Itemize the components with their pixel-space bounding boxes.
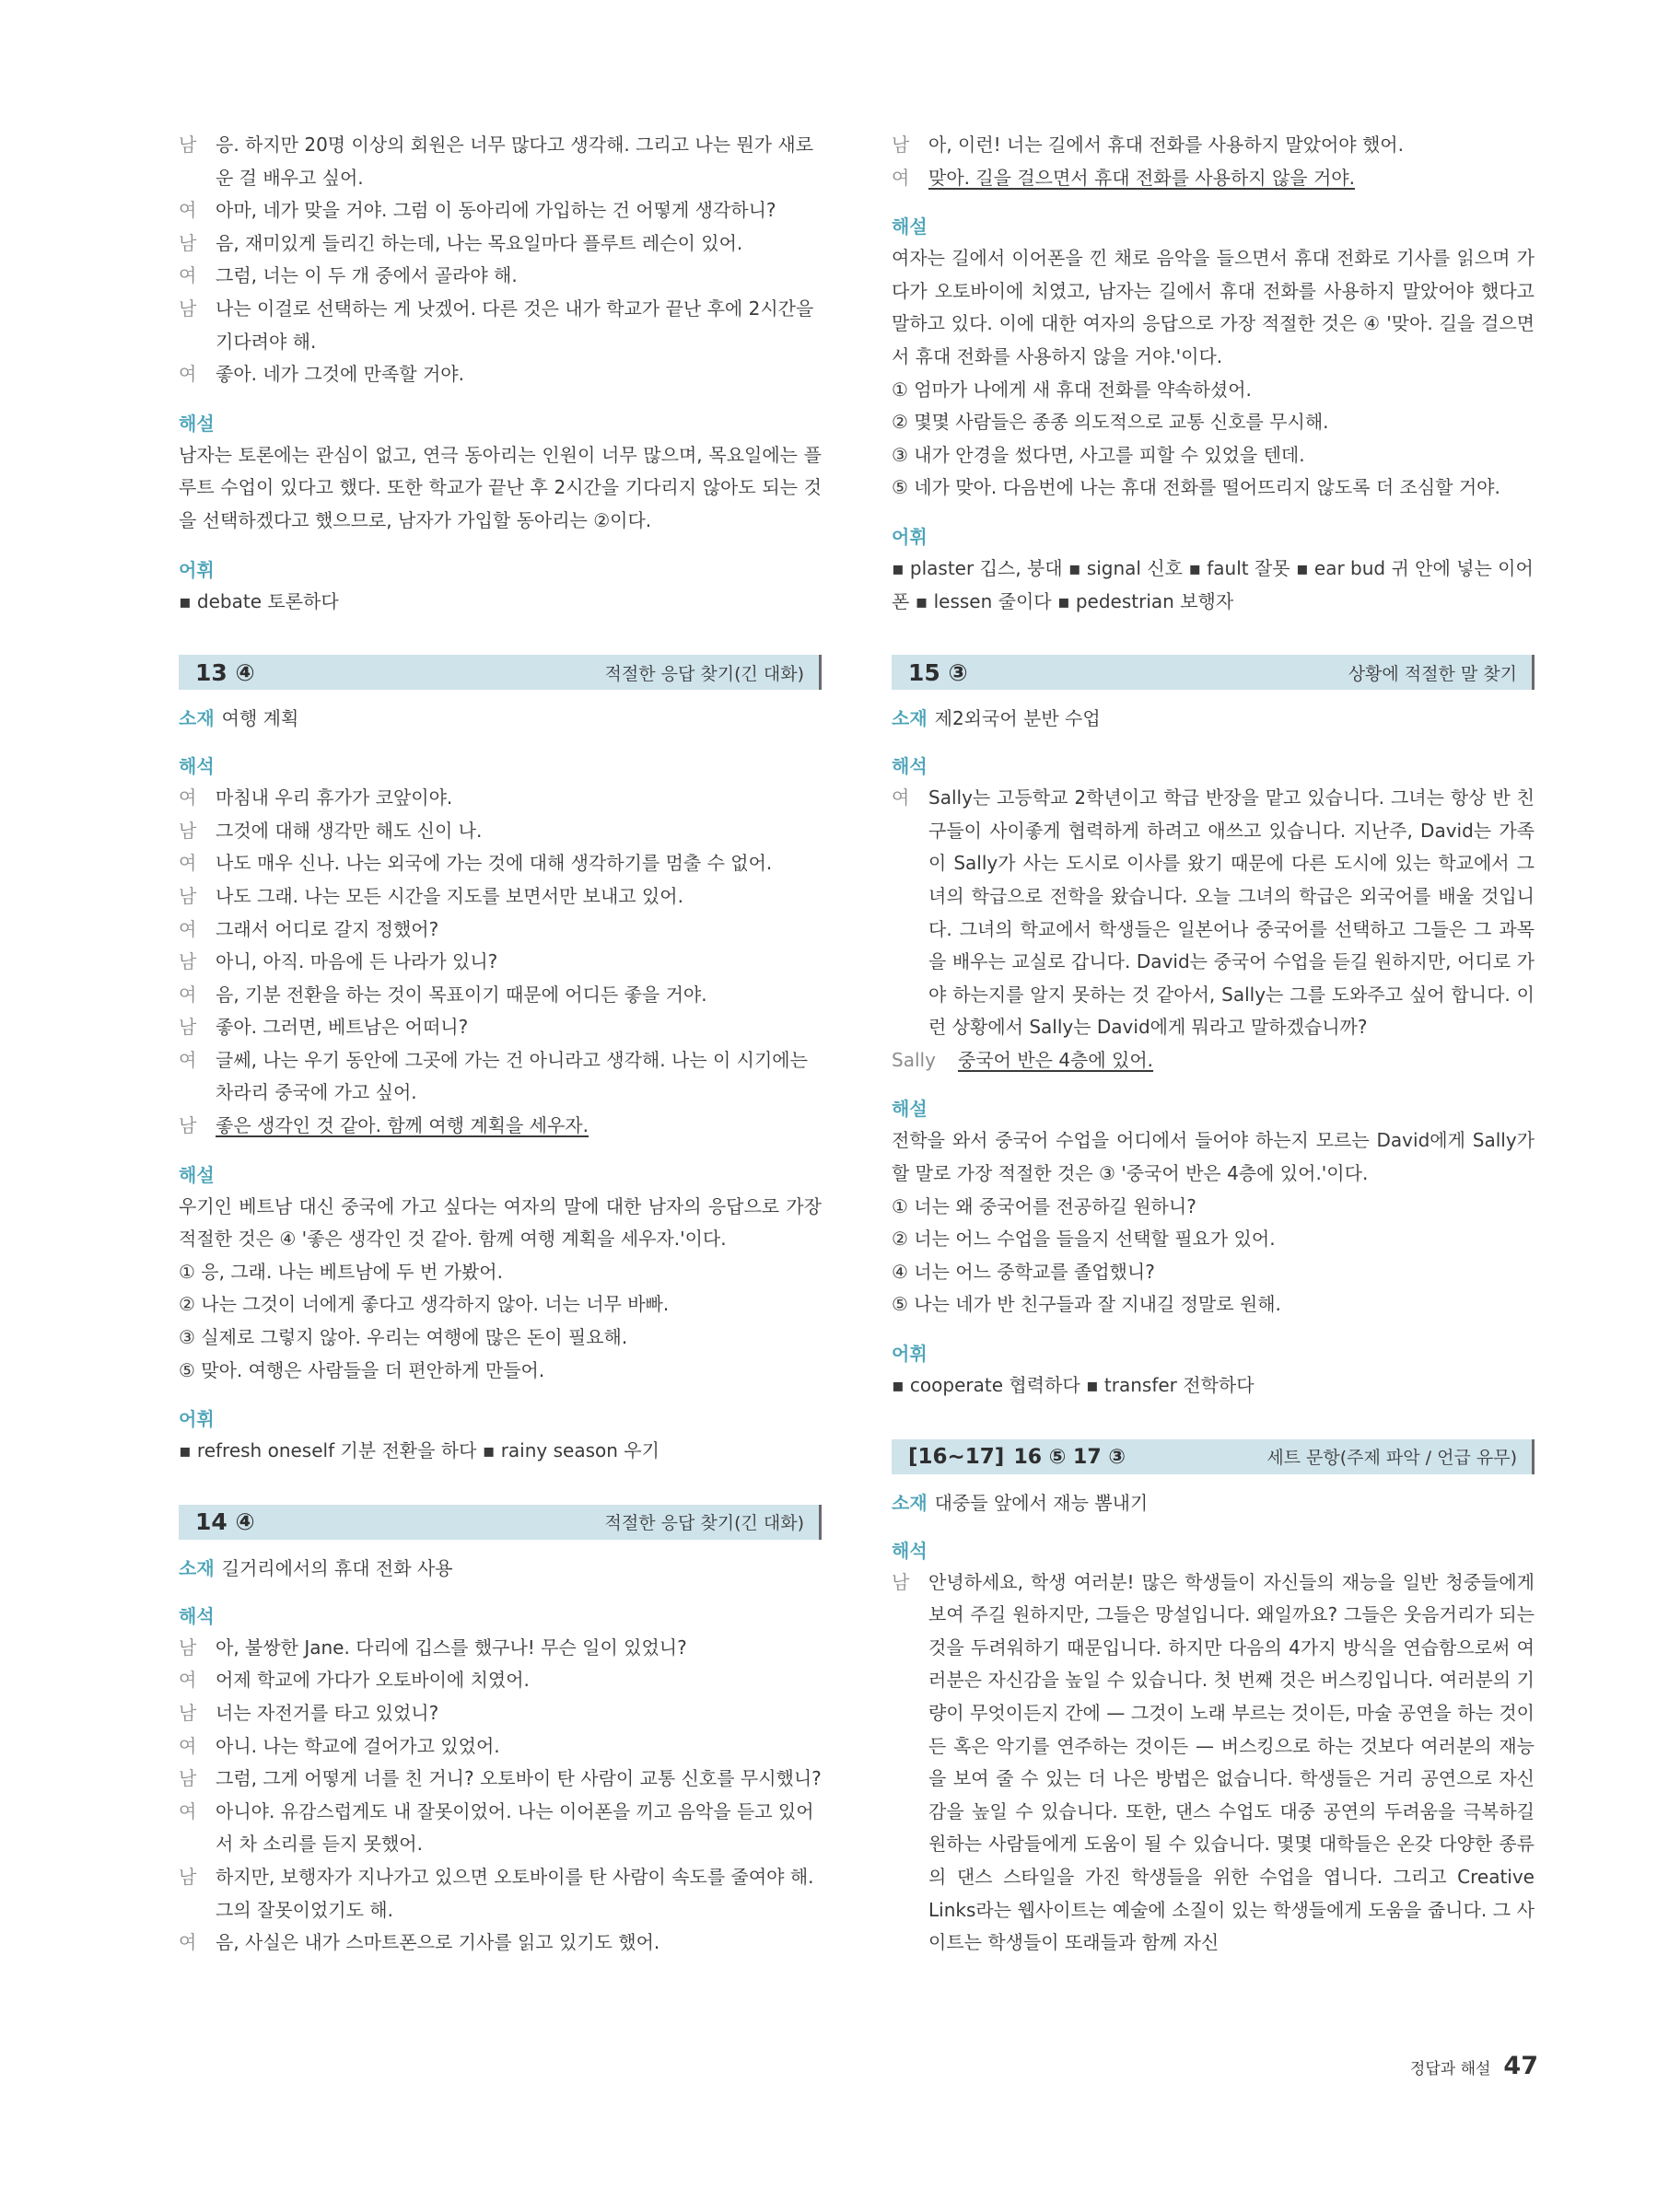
dialogue-text: 응. 하지만 20명 이상의 회원은 너무 많다고 생각해. 그리고 나는 뭔가 새로운 걸 배우고 싶어. [216, 134, 814, 189]
topic-line [892, 1487, 1535, 1519]
section-label: 어휘 [892, 525, 928, 548]
q12-dialogue [179, 129, 822, 391]
dialogue-line [179, 979, 822, 1012]
speaker: 남 [179, 134, 197, 156]
dialogue-line [179, 1697, 822, 1730]
dialogue-line [179, 815, 822, 848]
section-label: 해석 [179, 1604, 215, 1627]
topic-text: 여행 계획 [221, 707, 299, 730]
section-label: 해설 [179, 1163, 215, 1186]
dialogue-text: 음, 사실은 내가 스마트폰으로 기사를 읽고 있기도 했어. [216, 1931, 660, 1954]
dialogue-text: 나는 이걸로 선택하는 게 낫겠어. 다른 것은 내가 학교가 끝난 후에 2시간을 기다려야 해. [216, 297, 814, 353]
option-item: ③ 실제로 그렇지 않아. 우리는 여행에 많은 돈이 필요해. [179, 1326, 628, 1349]
dialogue-line [179, 1796, 822, 1861]
dialogue-text: 아마, 네가 맞을 거야. 그럼 이 동아리에 가입하는 건 어떻게 생각하니? [216, 199, 776, 222]
dialogue-text: 마침내 우리 휴가가 코앞이야. [216, 786, 453, 809]
speaker: 여 [179, 1669, 197, 1692]
dialogue-text: 아니, 아직. 마음에 든 나라가 있니? [216, 950, 498, 973]
speaker: 남 [179, 1865, 197, 1888]
set-range: [16~17] [908, 1444, 1005, 1469]
answer-text: 좋은 생각인 것 같아. 함께 여행 계획을 세우자. [216, 1114, 589, 1137]
question-type: 세트 문항(주제 파악 / 언급 유무) [1266, 1448, 1517, 1469]
speaker: 여 [179, 917, 197, 940]
speaker: 남 [179, 1114, 197, 1137]
vocabulary-text: ▪ debate 토론하다 [179, 589, 339, 612]
question-header-16-17 [892, 1439, 1535, 1474]
dialogue-text: 글쎄, 나는 우기 동안에 그곳에 가는 건 아니라고 생각해. 나는 이 시기에는 차라리 중국에 가고 싶어. [216, 1048, 808, 1104]
q15-options [892, 1191, 1535, 1321]
dialogue-line [892, 129, 1535, 162]
explanation-text: 전학을 와서 중국어 수업을 어디에서 들어야 하는지 모르는 David에게 Sally가 할 말로 가장 적절한 것은 ③ '중국어 반은 4층에 있어.'이다. [892, 1129, 1535, 1185]
option-item: ⑤ 네가 맞아. 다음번에 나는 휴대 전화를 떨어뜨리지 않도록 더 조심할 거야. [892, 476, 1500, 499]
question-number: 14 ④ [195, 1508, 255, 1536]
footer-label: 정답과 해설 [1409, 2060, 1491, 2078]
q13-options [179, 1256, 822, 1387]
speaker: 여 [179, 1931, 197, 1954]
dialogue-text: 어제 학교에 가다가 오토바이에 치였어. [216, 1669, 530, 1692]
q14-dialogue-continued [892, 129, 1535, 162]
answer-text: 중국어 반은 4층에 있어. [958, 1048, 1154, 1071]
dialogue-text: 나도 매우 신나. 나는 외국에 가는 것에 대해 생각하기를 멈출 수 없어. [216, 852, 773, 875]
narration-text: Sally는 고등학교 2학년이고 학급 반장을 맡고 있습니다. 그녀는 항상 반 친구들이 사이좋게 협력하게 하려고 애쓰고 있습니다. 지난주, David는 가족이 Sally가 사는 도시로 이사를 왔기 때문에 다른 도시에 있는 학교에서 그녀의 학급으로 전학을 왔습니다. 오늘 그녀의 학급은 외국어를 배울 것입니다. 그녀의 학교에서 학생들은 일본어나 중국어를 선택하고 그들은 그 과목을 배우는 교실로 갑니다. David는 중국어 수업을 듣길 원하지만, 어디로 가야 하는지를 알지 못하는 것 같아서, Sally는 그를 도와주고 싶어 합니다. 이런 상황에서 Sally는 David에게 뭐라고 말하겠습니까? [928, 786, 1535, 1039]
dialogue-line [179, 227, 822, 261]
dialogue-text: 너는 자전거를 타고 있었니? [216, 1702, 439, 1724]
dialogue-line [179, 914, 822, 947]
set-numbers [908, 1445, 1126, 1469]
section-label: 해설 [892, 215, 928, 239]
speaker: 남 [892, 134, 910, 156]
dialogue-line [179, 1763, 822, 1796]
vocabulary-text: ▪ refresh oneself 기분 전환을 하다 ▪ rainy season 우기 [179, 1439, 659, 1462]
set-answers: 16 ⑤ 17 ③ [1013, 1445, 1126, 1469]
speaker: 남 [179, 819, 197, 842]
dialogue-text: 아, 이런! 너는 길에서 휴대 전화를 사용하지 말았어야 했어. [928, 134, 1404, 156]
section-label: 어휘 [892, 1343, 928, 1366]
speaker: 여 [179, 983, 197, 1006]
speaker: 남 [179, 884, 197, 907]
explanation-text: 여자는 길에서 이어폰을 낀 채로 음악을 들으면서 휴대 전화로 기사를 읽으며 가다가 오토바이에 치였고, 남자는 길에서 휴대 전화를 사용하지 말았어야 했다고 말하고 있다. 이에 대한 여자의 응답으로 가장 적절한 것은 ④ '맞아. 길을 걸으면서 휴대 전화를 사용하지 않을 거야.'이다. [892, 247, 1535, 367]
dialogue-text: 아니. 나는 학교에 걸어가고 있었어. [216, 1734, 500, 1757]
dialogue-line [179, 293, 822, 358]
option-item: ① 응, 그래. 나는 베트남에 두 번 가봤어. [179, 1260, 503, 1283]
dialogue-text: 그래서 어디로 갈지 정했어? [216, 917, 439, 940]
question-header-13 [179, 655, 822, 690]
speaker: 여 [179, 786, 197, 809]
speaker: 여 [892, 166, 910, 189]
dialogue-line [179, 358, 822, 391]
topic-line [892, 703, 1535, 734]
speaker: 여 [179, 1734, 197, 1757]
topic-line [179, 703, 822, 734]
q13-dialogue [179, 782, 822, 1110]
topic-text: 제2외국어 분반 수업 [934, 707, 1101, 730]
dialogue-line [179, 1011, 822, 1044]
section-label: 해설 [179, 412, 215, 435]
speaker: 남 [179, 1016, 197, 1039]
speaker: 여 [179, 1799, 197, 1822]
dialogue-text: 그것에 대해 생각만 해도 신이 나. [216, 819, 483, 842]
dialogue-text: 그럼, 그게 어떻게 너를 친 거니? 오토바이 탄 사람이 교통 신호를 무시했니? [216, 1767, 822, 1790]
q14-dialogue [179, 1632, 822, 1960]
left-column [179, 129, 822, 1960]
question-number: 13 ④ [195, 658, 255, 686]
speaker: 여 [179, 199, 197, 222]
page-number: 47 [1503, 2052, 1538, 2080]
question-type: 적절한 응답 찾기(긴 대화) [604, 1513, 804, 1534]
dialogue-text: 음, 재미있게 들리긴 하는데, 나는 목요일마다 플루트 레슨이 있어. [216, 231, 743, 254]
right-column [892, 129, 1535, 1960]
question-header-14 [179, 1505, 822, 1540]
topic-line [179, 1553, 822, 1584]
section-label: 해석 [892, 1539, 928, 1562]
q14-answer-line [892, 162, 1535, 195]
answer-text: 맞아. 길을 걸으면서 휴대 전화를 사용하지 않을 거야. [928, 166, 1355, 189]
option-item: ② 나는 그것이 너에게 좋다고 생각하지 않아. 너는 너무 바빠. [179, 1293, 670, 1316]
option-item: ① 엄마가 나에게 새 휴대 전화를 약속하셨어. [892, 378, 1252, 401]
dialogue-text: 음, 기분 전환을 하는 것이 목표이기 때문에 어디든 좋을 거야. [216, 983, 707, 1006]
dialogue-line [179, 847, 822, 880]
topic-label: 소재 [892, 1491, 928, 1514]
speaker: 남 [179, 231, 197, 254]
vocabulary-text: ▪ cooperate 협력하다 ▪ transfer 전학하다 [892, 1374, 1255, 1397]
speaker: 남 [179, 297, 197, 320]
dialogue-text: 나도 그래. 나는 모든 시간을 지도를 보면서만 보내고 있어. [216, 884, 683, 907]
topic-text: 대중들 앞에서 재능 뽐내기 [934, 1491, 1149, 1514]
section-label: 해석 [179, 755, 215, 778]
dialogue-line [179, 260, 822, 293]
question-header-15 [892, 655, 1535, 690]
topic-label: 소재 [179, 707, 215, 730]
dialogue-line [179, 946, 822, 979]
explanation-text: 우기인 베트남 대신 중국에 가고 싶다는 여자의 말에 대한 남자의 응답으로 가장 적절한 것은 ④ '좋은 생각인 것 같아. 함께 여행 계획을 세우자.'이다. [179, 1194, 822, 1251]
speaker: 남 [179, 950, 197, 973]
speaker: 남 [179, 1636, 197, 1659]
dialogue-text: 하지만, 보행자가 지나가고 있으면 오토바이를 탄 사람이 속도를 줄여야 해. 그의 잘못이었기도 해. [216, 1865, 814, 1921]
q15-narration [892, 782, 1535, 1077]
dialogue-line [179, 1730, 822, 1764]
topic-label: 소재 [892, 707, 928, 730]
option-item: ④ 너는 어느 중학교를 졸업했니? [892, 1260, 1155, 1283]
section-label: 어휘 [179, 1408, 215, 1431]
speaker: 여 [892, 786, 910, 809]
option-item: ⑤ 맞아. 여행은 사람들을 더 편안하게 만들어. [179, 1358, 545, 1381]
q16-17-narration [892, 1566, 1535, 1960]
question-type: 상황에 적절한 말 찾기 [1348, 663, 1517, 684]
speaker: 여 [179, 852, 197, 875]
section-label: 어휘 [179, 558, 215, 581]
speaker: 남 [179, 1767, 197, 1790]
q14-options [892, 374, 1535, 505]
option-item: ② 몇몇 사람들은 종종 의도적으로 교통 신호를 무시해. [892, 411, 1329, 434]
vocabulary-text: ▪ plaster 깁스, 붕대 ▪ signal 신호 ▪ fault 잘못 ▪ ear bud 귀 안에 넣는 이어폰 ▪ lessen 줄이다 ▪ pedestrian 보행자 [892, 556, 1534, 612]
topic-label: 소재 [179, 1556, 215, 1579]
speaker: 여 [179, 264, 197, 287]
option-item: ⑤ 나는 네가 반 친구들과 잘 지내길 정말로 원해. [892, 1293, 1281, 1316]
dialogue-text: 그럼, 너는 이 두 개 중에서 골라야 해. [216, 264, 518, 287]
dialogue-text: 좋아. 그러면, 베트남은 어떠니? [216, 1016, 469, 1039]
speaker: 남 [179, 1702, 197, 1724]
dialogue-line [179, 129, 822, 194]
dialogue-line [179, 782, 822, 815]
section-label: 해석 [892, 755, 928, 778]
option-item: ① 너는 왜 중국어를 전공하길 원하니? [892, 1194, 1196, 1217]
dialogue-text: 아, 불쌍한 Jane. 다리에 깁스를 했구나! 무슨 일이 있었니? [216, 1636, 687, 1659]
speaker: Sally [892, 1048, 936, 1071]
speaker: 남 [892, 1570, 910, 1593]
dialogue-text: 좋아. 네가 그것에 만족할 거야. [216, 363, 464, 386]
dialogue-line [179, 1861, 822, 1927]
q13-answer-line [179, 1110, 822, 1143]
dialogue-line [179, 194, 822, 227]
dialogue-line [179, 1664, 822, 1697]
dialogue-line [179, 1927, 822, 1960]
speaker: 여 [179, 1048, 197, 1071]
topic-text: 길거리에서의 휴대 전화 사용 [221, 1556, 453, 1579]
speaker: 여 [179, 363, 197, 386]
question-number: 15 ③ [908, 658, 968, 686]
option-item: ② 너는 어느 수업을 들을지 선택할 필요가 있어. [892, 1228, 1276, 1251]
explanation-text: 남자는 토론에는 관심이 없고, 연극 동아리는 인원이 너무 많으며, 목요일에는 플루트 수업이 있다고 했다. 또한 학교가 끝난 후 2시간을 기다리지 않아도 되는 것을 선택하겠다고 했으므로, 남자가 가입할 동아리는 ②이다. [179, 443, 822, 531]
page-footer [1391, 2052, 1538, 2080]
question-type: 적절한 응답 찾기(긴 대화) [604, 663, 804, 684]
option-item: ③ 내가 안경을 썼다면, 사고를 피할 수 있었을 텐데. [892, 443, 1305, 466]
section-label: 해설 [892, 1098, 928, 1121]
dialogue-line [179, 1632, 822, 1665]
dialogue-line [179, 880, 822, 914]
dialogue-line [179, 1044, 822, 1110]
dialogue-text: 아니야. 유감스럽게도 내 잘못이었어. 나는 이어폰을 끼고 음악을 듣고 있어서 차 소리를 듣지 못했어. [216, 1799, 814, 1856]
narration-text: 안녕하세요, 학생 여러분! 많은 학생들이 자신들의 재능을 일반 청중들에게 보여 주길 원하지만, 그들은 망설입니다. 왜일까요? 그들은 웃음거리가 되는 것을 두려워하기 때문입니다. 하지만 다음의 4가지 방식을 연습함으로써 여러분은 자신감을 높일 수 있습니다. 첫 번째 것은 버스킹입니다. 여러분의 기량이 무엇이든지 간에 — 그것이 노래 부르는 것이든, 마술 공연을 하는 것이든 혹은 악기를 연주하는 것이든 — 버스킹으로 하는 것보다 여러분의 재능을 보여 줄 수 있는 더 나은 방법은 없습니다. 학생들은 거리 공연으로 자신감을 높일 수 있습니다. 또한, 댄스 수업도 대중 공연의 두려움을 극복하길 원하는 사람들에게 도움이 될 수 있습니다. 몇몇 대학들은 온갖 다양한 종류의 댄스 스타일을 가진 학생들을 위한 수업을 엽니다. 그리고 Creative Links라는 웹사이트는 예술에 소질이 있는 학생들에게 도움을 줍니다. 그 사이트는 학생들이 또래들과 함께 자신 [928, 1570, 1535, 1954]
